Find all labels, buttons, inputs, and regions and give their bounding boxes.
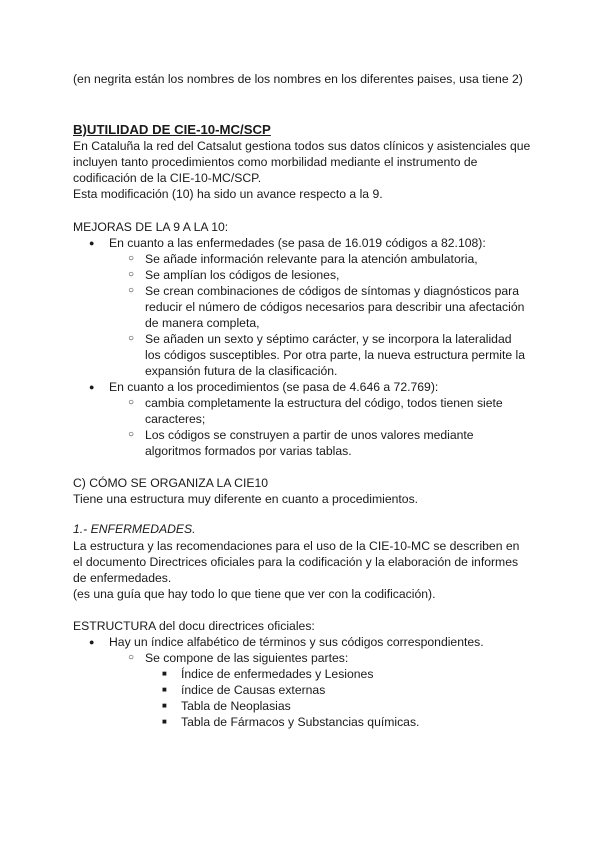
list-item: Hay un índice alfabético de términos y sus códigos correspondientes. bbox=[109, 635, 484, 649]
enfermedades-paragraph-line: (es una guía que hay todo lo que tiene que ver con la codificación). bbox=[73, 587, 436, 601]
bullet-square-icon: ■ bbox=[162, 669, 167, 678]
list-item: En cuanto a los procedimientos (se pasa de 4.646 a 72.769): bbox=[109, 380, 439, 394]
list-item-continued: algoritmos formados por varias tablas. bbox=[145, 444, 352, 458]
list-item-continued: expansión futura de la clasificación. bbox=[145, 364, 338, 378]
list-item: Los códigos se construyen a partir de unos valores mediante bbox=[145, 428, 474, 442]
list-item-continued: de manera completa, bbox=[145, 316, 260, 330]
bullet-square-icon: ■ bbox=[162, 717, 167, 726]
bullet-disc-icon: ● bbox=[89, 382, 95, 392]
section-b-heading: B)UTILIDAD DE CIE-10-MC/SCP bbox=[73, 122, 271, 137]
list-item: Se compone de las siguientes partes: bbox=[145, 651, 349, 665]
enfermedades-paragraph-line: La estructura y las recomendaciones para el uso de la CIE-10-MC se describen en bbox=[73, 539, 520, 553]
section-b-paragraph-line: En Cataluña la red del Catsalut gestiona todos sus datos clínicos y asistenciales que bbox=[73, 139, 531, 153]
list-item-continued: reducir el número de códigos necesarios para describir una afectación bbox=[145, 300, 525, 314]
list-item: Tabla de Neoplasias bbox=[181, 699, 291, 713]
list-item: En cuanto a las enfermedades (se pasa de 16.019 códigos a 82.108): bbox=[109, 236, 486, 250]
bullet-square-icon: ■ bbox=[162, 701, 167, 710]
bullet-circle-icon: ○ bbox=[128, 269, 135, 280]
bullet-square-icon: ■ bbox=[162, 685, 167, 694]
list-item: índice de Causas externas bbox=[181, 683, 326, 697]
list-item: Índice de enfermedades y Lesiones bbox=[181, 667, 374, 681]
bullet-circle-icon: ○ bbox=[128, 333, 135, 344]
list-item: Se añaden un sexto y séptimo carácter, y se incorpora la lateralidad bbox=[145, 332, 512, 346]
section-b-paragraph-line: codificación de la CIE-10-MC/SCP. bbox=[73, 171, 262, 185]
enfermedades-paragraph-line: el documento Directrices oficiales para la codificación y la elaboración de informes bbox=[73, 555, 519, 569]
section-b-paragraph-line: incluyen tanto procedimientos como morbilidad mediante el instrumento de bbox=[73, 155, 478, 169]
section-c-title: C) CÓMO SE ORGANIZA LA CIE10 bbox=[73, 476, 269, 490]
bullet-disc-icon: ● bbox=[89, 238, 95, 248]
bullet-circle-icon: ○ bbox=[128, 429, 135, 440]
enfermedades-title: 1.- ENFERMEDADES. bbox=[73, 522, 196, 536]
bullet-circle-icon: ○ bbox=[128, 652, 135, 663]
list-item-continued: los códigos susceptibles. Por otra parte, la nueva estructura permite la bbox=[145, 348, 526, 362]
bullet-circle-icon: ○ bbox=[128, 285, 135, 296]
list-item: Tabla de Fármacos y Substancias químicas. bbox=[181, 715, 420, 729]
bullet-circle-icon: ○ bbox=[128, 253, 135, 264]
bullet-disc-icon: ● bbox=[89, 637, 95, 647]
mejoras-title: MEJORAS DE LA 9 A LA 10: bbox=[73, 220, 229, 234]
section-b-paragraph-line: Esta modificación (10) ha sido un avance respecto a la 9. bbox=[73, 187, 383, 201]
intro-note: (en negrita están los nombres de los nombres en los diferentes paises, usa tiene 2) bbox=[73, 72, 523, 86]
enfermedades-paragraph-line: de enfermedades. bbox=[73, 571, 172, 585]
list-item: Se añade información relevante para la atención ambulatoria, bbox=[145, 252, 478, 266]
estructura-title: ESTRUCTURA del docu directrices oficiales: bbox=[73, 619, 315, 633]
list-item: cambia completamente la estructura del código, todos tienen siete bbox=[145, 396, 503, 410]
bullet-circle-icon: ○ bbox=[128, 397, 135, 408]
list-item: Se crean combinaciones de códigos de síntomas y diagnósticos para bbox=[145, 284, 519, 298]
list-item-continued: caracteres; bbox=[145, 412, 206, 426]
section-c-subtitle: Tiene una estructura muy diferente en cuanto a procedimientos. bbox=[73, 492, 419, 506]
list-item: Se amplían los códigos de lesiones, bbox=[145, 268, 340, 282]
